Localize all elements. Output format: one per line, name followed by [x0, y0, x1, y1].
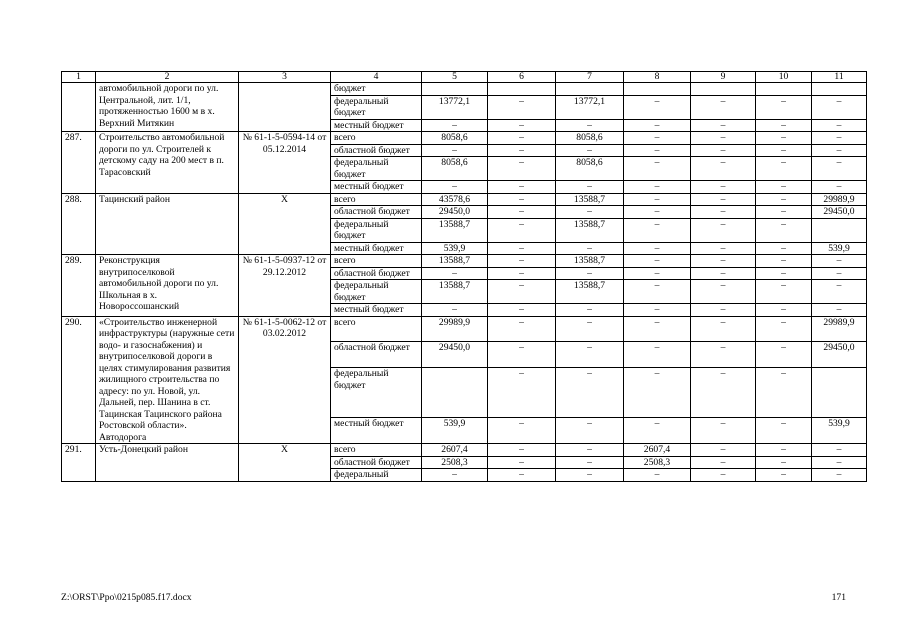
file-path: Z:\ORST\Ppo\0215p085.f17.docx	[61, 592, 192, 603]
value-cell-col5: –	[422, 181, 488, 194]
value-cell-col7: –	[556, 304, 624, 317]
value-cell-col5: 43578,6	[422, 193, 488, 206]
funding-source: всего	[331, 444, 422, 457]
table-row	[62, 193, 867, 206]
value-cell-col11: –	[812, 255, 867, 268]
value-cell-col10: –	[756, 444, 812, 457]
value-cell-col11: 539,9	[812, 242, 867, 255]
value-cell-col7: 13588,7	[556, 193, 624, 206]
value-cell-col9: –	[691, 242, 756, 255]
object-name: Тацинский район	[96, 193, 239, 255]
value-cell-col6: –	[488, 418, 556, 444]
value-cell-col10: –	[756, 418, 812, 444]
value-cell-col8: –	[624, 267, 691, 280]
table-row	[62, 132, 867, 145]
value-cell-col11: 29989,9	[812, 316, 867, 342]
value-cell-col10: –	[756, 469, 812, 482]
value-cell-col10	[756, 83, 812, 96]
value-cell-col6: –	[488, 242, 556, 255]
value-cell-col8: –	[624, 418, 691, 444]
value-cell-col7: –	[556, 418, 624, 444]
value-cell-col11: 29989,9	[812, 193, 867, 206]
row-number: 287.	[62, 132, 96, 194]
value-cell-col10: –	[756, 218, 812, 242]
value-cell-col7	[556, 83, 624, 96]
value-cell-col6: –	[488, 456, 556, 469]
value-cell-col6: –	[488, 157, 556, 181]
value-cell-col8: –	[624, 342, 691, 368]
value-cell-col10: –	[756, 132, 812, 145]
funding-source: местный бюджет	[331, 242, 422, 255]
column-header-4: 4	[331, 72, 422, 83]
value-cell-col9: –	[691, 280, 756, 304]
column-header-8: 8	[624, 72, 691, 83]
value-cell-col6: –	[488, 255, 556, 268]
value-cell-col9: –	[691, 157, 756, 181]
column-header-1: 1	[62, 72, 96, 83]
row-number: 290.	[62, 316, 96, 444]
value-cell-col11	[812, 368, 867, 418]
value-cell-col8: –	[624, 469, 691, 482]
value-cell-col11: 29450,0	[812, 342, 867, 368]
value-cell-col9: –	[691, 255, 756, 268]
value-cell-col10: –	[756, 267, 812, 280]
value-cell-col7: –	[556, 444, 624, 457]
value-cell-col8: –	[624, 181, 691, 194]
funding-source: федеральный бюджет	[331, 95, 422, 119]
value-cell-col5: 13588,7	[422, 218, 488, 242]
value-cell-col7: –	[556, 342, 624, 368]
funding-source: областной бюджет	[331, 267, 422, 280]
value-cell-col6: –	[488, 368, 556, 418]
value-cell-col11	[812, 218, 867, 242]
table-row	[62, 316, 867, 342]
value-cell-col6: –	[488, 119, 556, 132]
table-row	[62, 83, 867, 96]
value-cell-col11: –	[812, 456, 867, 469]
value-cell-col6: –	[488, 342, 556, 368]
document-ref: № 61-1-5-0594-14 от 05.12.2014	[239, 132, 331, 194]
value-cell-col7: 13588,7	[556, 255, 624, 268]
value-cell-col5: –	[422, 304, 488, 317]
value-cell-col6: –	[488, 132, 556, 145]
row-number: 288.	[62, 193, 96, 255]
value-cell-col8: –	[624, 304, 691, 317]
value-cell-col9	[691, 83, 756, 96]
value-cell-col6: –	[488, 304, 556, 317]
value-cell-col11: 29450,0	[812, 206, 867, 219]
value-cell-col11: 539,9	[812, 418, 867, 444]
value-cell-col9: –	[691, 304, 756, 317]
row-number: 291.	[62, 444, 96, 482]
column-header-9: 9	[691, 72, 756, 83]
object-name: автомобильной дороги по ул. Центральной, лит. 1/1, протяженностью 1600 м в х. Верхний Митякин	[96, 83, 239, 132]
value-cell-col7: –	[556, 206, 624, 219]
value-cell-col7: –	[556, 368, 624, 418]
funding-source: федеральный	[331, 469, 422, 482]
value-cell-col8: 2607,4	[624, 444, 691, 457]
value-cell-col11: –	[812, 267, 867, 280]
value-cell-col8: –	[624, 368, 691, 418]
value-cell-col9: –	[691, 119, 756, 132]
value-cell-col11: –	[812, 119, 867, 132]
funding-source: местный бюджет	[331, 418, 422, 444]
value-cell-col9: –	[691, 316, 756, 342]
value-cell-col8	[624, 83, 691, 96]
budget-table	[61, 71, 867, 482]
value-cell-col5: 13588,7	[422, 255, 488, 268]
value-cell-col10: –	[756, 206, 812, 219]
value-cell-col11: –	[812, 280, 867, 304]
value-cell-col7: –	[556, 242, 624, 255]
value-cell-col9: –	[691, 267, 756, 280]
value-cell-col7: –	[556, 119, 624, 132]
object-name: Реконструкция внутрипоселковой автомобильной дороги по ул. Школьная в х. Новороссошанский	[96, 255, 239, 317]
value-cell-col6: –	[488, 444, 556, 457]
value-cell-col11: –	[812, 469, 867, 482]
value-cell-col5: –	[422, 469, 488, 482]
value-cell-col7: –	[556, 144, 624, 157]
value-cell-col11: –	[812, 444, 867, 457]
value-cell-col10: –	[756, 456, 812, 469]
value-cell-col8: –	[624, 95, 691, 119]
row-number	[62, 83, 96, 132]
value-cell-col7: 13588,7	[556, 280, 624, 304]
value-cell-col9: –	[691, 342, 756, 368]
value-cell-col7: –	[556, 456, 624, 469]
value-cell-col10: –	[756, 157, 812, 181]
column-header-10: 10	[756, 72, 812, 83]
value-cell-col9: –	[691, 368, 756, 418]
value-cell-col10: –	[756, 242, 812, 255]
value-cell-col11: –	[812, 304, 867, 317]
value-cell-col5	[422, 83, 488, 96]
value-cell-col9: –	[691, 193, 756, 206]
value-cell-col6: –	[488, 95, 556, 119]
table-row	[62, 444, 867, 457]
document-ref: Х	[239, 193, 331, 255]
value-cell-col5: 2508,3	[422, 456, 488, 469]
funding-source: областной бюджет	[331, 342, 422, 368]
value-cell-col8: 2508,3	[624, 456, 691, 469]
value-cell-col8: –	[624, 193, 691, 206]
value-cell-col6: –	[488, 144, 556, 157]
value-cell-col6: –	[488, 206, 556, 219]
value-cell-col5: 2607,4	[422, 444, 488, 457]
funding-source: федеральный бюджет	[331, 280, 422, 304]
value-cell-col5: –	[422, 267, 488, 280]
funding-source: местный бюджет	[331, 304, 422, 317]
value-cell-col6: –	[488, 218, 556, 242]
value-cell-col11: –	[812, 95, 867, 119]
funding-source: всего	[331, 193, 422, 206]
value-cell-col11: –	[812, 157, 867, 181]
value-cell-col9: –	[691, 181, 756, 194]
value-cell-col10: –	[756, 342, 812, 368]
funding-source: федеральный бюджет	[331, 157, 422, 181]
value-cell-col6: –	[488, 193, 556, 206]
value-cell-col10: –	[756, 119, 812, 132]
value-cell-col11	[812, 83, 867, 96]
document-ref: № 61-1-5-0062-12 от 03.02.2012	[239, 316, 331, 444]
value-cell-col7: –	[556, 469, 624, 482]
column-header-7: 7	[556, 72, 624, 83]
value-cell-col6: –	[488, 267, 556, 280]
column-header-6: 6	[488, 72, 556, 83]
funding-source: областной бюджет	[331, 144, 422, 157]
object-name: «Строительство инженерной инфраструктуры (наружные сети водо- и газоснабжения) и внутрипоселковой дороги в целях стимулирования развития жилищного строительства по адресу: по ул. Новой, ул. Дальней, пер. Шанина в ст. Тацинская Тацинского района Ростовской области». Автодорога	[96, 316, 239, 444]
value-cell-col10: –	[756, 304, 812, 317]
row-number: 289.	[62, 255, 96, 317]
table-row	[62, 255, 867, 268]
value-cell-col7: 8058,6	[556, 157, 624, 181]
value-cell-col9: –	[691, 469, 756, 482]
table-body	[62, 83, 867, 482]
document-ref: Х	[239, 444, 331, 482]
value-cell-col5: –	[422, 119, 488, 132]
value-cell-col5: 29989,9	[422, 316, 488, 342]
value-cell-col5: 13588,7	[422, 280, 488, 304]
value-cell-col5: 8058,6	[422, 157, 488, 181]
page-number: 171	[831, 592, 846, 603]
value-cell-col8: –	[624, 144, 691, 157]
value-cell-col6: –	[488, 181, 556, 194]
funding-source: областной бюджет	[331, 206, 422, 219]
value-cell-col9: –	[691, 456, 756, 469]
funding-source: всего	[331, 255, 422, 268]
value-cell-col7: 13588,7	[556, 218, 624, 242]
value-cell-col8: –	[624, 157, 691, 181]
object-name: Усть-Донецкий район	[96, 444, 239, 482]
value-cell-col10: –	[756, 368, 812, 418]
value-cell-col10: –	[756, 280, 812, 304]
value-cell-col5: –	[422, 144, 488, 157]
value-cell-col6: –	[488, 469, 556, 482]
column-header-11: 11	[812, 72, 867, 83]
funding-source: всего	[331, 132, 422, 145]
value-cell-col8: –	[624, 316, 691, 342]
value-cell-col5: 539,9	[422, 418, 488, 444]
value-cell-col10: –	[756, 316, 812, 342]
value-cell-col8: –	[624, 119, 691, 132]
value-cell-col7: 13772,1	[556, 95, 624, 119]
value-cell-col9: –	[691, 144, 756, 157]
value-cell-col8: –	[624, 280, 691, 304]
funding-source: бюджет	[331, 83, 422, 96]
value-cell-col10: –	[756, 193, 812, 206]
column-header-5: 5	[422, 72, 488, 83]
value-cell-col10: –	[756, 144, 812, 157]
value-cell-col7: –	[556, 181, 624, 194]
value-cell-col9: –	[691, 95, 756, 119]
funding-source: местный бюджет	[331, 181, 422, 194]
value-cell-col10: –	[756, 255, 812, 268]
value-cell-col8: –	[624, 242, 691, 255]
value-cell-col10: –	[756, 95, 812, 119]
funding-source: местный бюджет	[331, 119, 422, 132]
value-cell-col9: –	[691, 206, 756, 219]
funding-source: областной бюджет	[331, 456, 422, 469]
value-cell-col7: 8058,6	[556, 132, 624, 145]
value-cell-col5: 29450,0	[422, 342, 488, 368]
document-ref	[239, 83, 331, 132]
column-header-3: 3	[239, 72, 331, 83]
value-cell-col8: –	[624, 132, 691, 145]
value-cell-col5: 13772,1	[422, 95, 488, 119]
value-cell-col7: –	[556, 267, 624, 280]
funding-source: федеральный бюджет	[331, 368, 422, 418]
value-cell-col9: –	[691, 218, 756, 242]
value-cell-col8: –	[624, 206, 691, 219]
value-cell-col5: 29450,0	[422, 206, 488, 219]
object-name: Строительство автомобильной дороги по ул. Строителей к детскому саду на 200 мест в п. Тарасовский	[96, 132, 239, 194]
value-cell-col11: –	[812, 144, 867, 157]
value-cell-col9: –	[691, 444, 756, 457]
value-cell-col8: –	[624, 255, 691, 268]
value-cell-col6: –	[488, 316, 556, 342]
column-header-2: 2	[96, 72, 239, 83]
funding-source: всего	[331, 316, 422, 342]
value-cell-col10: –	[756, 181, 812, 194]
header-row	[62, 72, 867, 83]
value-cell-col11: –	[812, 132, 867, 145]
value-cell-col8: –	[624, 218, 691, 242]
funding-source: федеральный бюджет	[331, 218, 422, 242]
value-cell-col9: –	[691, 132, 756, 145]
value-cell-col5: 539,9	[422, 242, 488, 255]
value-cell-col5	[422, 368, 488, 418]
document-ref: № 61-1-5-0937-12 от 29.12.2012	[239, 255, 331, 317]
value-cell-col9: –	[691, 418, 756, 444]
value-cell-col6	[488, 83, 556, 96]
value-cell-col6: –	[488, 280, 556, 304]
value-cell-col11: –	[812, 181, 867, 194]
value-cell-col7: –	[556, 316, 624, 342]
value-cell-col5: 8058,6	[422, 132, 488, 145]
